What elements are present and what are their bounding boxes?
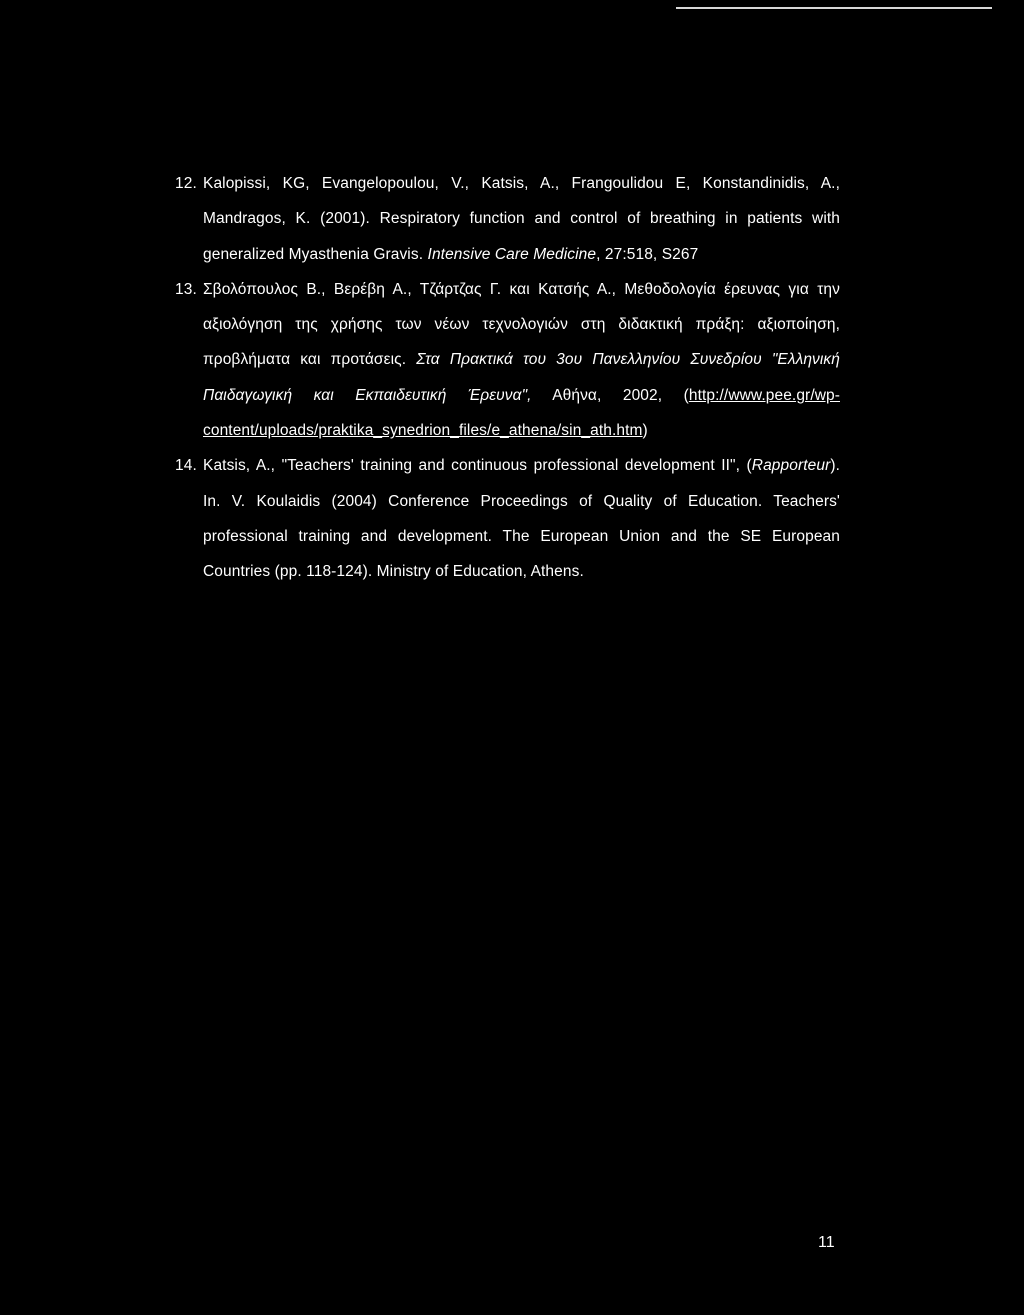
reference-url-link[interactable]: http://www.pee.gr/wp-content/uploads/praktika_synedrion_files/e_athena/sin_ath.htm [203,386,840,440]
reference-number: 13. [175,280,197,298]
reference-text-end: ). In. V. Koulaidis (2004) Conference Proceedings of Quality of Education. Teachers' professional training and development. The European Union and the SE European Countries (pp. 118-124). Ministry of Education, Athens. [203,457,840,581]
reference-authors: Kalopissi, KG, Evangelopoulou, V., Katsis, A., Frangoulidou E, Konstandinidis, A., Mandragos, K. (2001). Respiratory function and control of breathing in patients with generalized Myasthenia Gravis. [203,175,840,263]
journal-title: Intensive Care Medicine [427,245,597,263]
reference-14 [175,448,840,589]
reference-text-start: Katsis, A., "Teachers' training and continuous professional development II", ( [203,457,752,475]
reference-text: Σβολόπουλος Β., Βερέβη Α., Τζάρτζας Γ. και Κατσής Α., Μεθοδολογία έρευνας για την αξιολόγηση της χρήσης των νέων τεχνολογιών στη διδακτική πράξη: αξιοποίηση, προβλήματα και προτάσεις. [203,280,840,369]
role-label: Rapporteur [751,457,831,475]
proceedings-title: Στα Πρακτικά του 3ου Πανελληνίου Συνεδρίου "Ελληνική Παιδαγωγική και Εκπαιδευτική Έρευνα", [203,351,840,404]
page-number: 11 [818,1234,835,1251]
reference-number: 14. [175,457,197,475]
closing-parenthesis: ) [642,422,648,440]
publication-details: Αθήνα, 2002, ( [531,386,689,404]
reference-13 [175,272,840,448]
reference-number: 12. [175,175,197,192]
journal-details: , 27:518, S267 [596,245,699,263]
reference-12 [175,166,840,272]
header-rule [676,7,992,9]
reference-list [175,166,840,590]
